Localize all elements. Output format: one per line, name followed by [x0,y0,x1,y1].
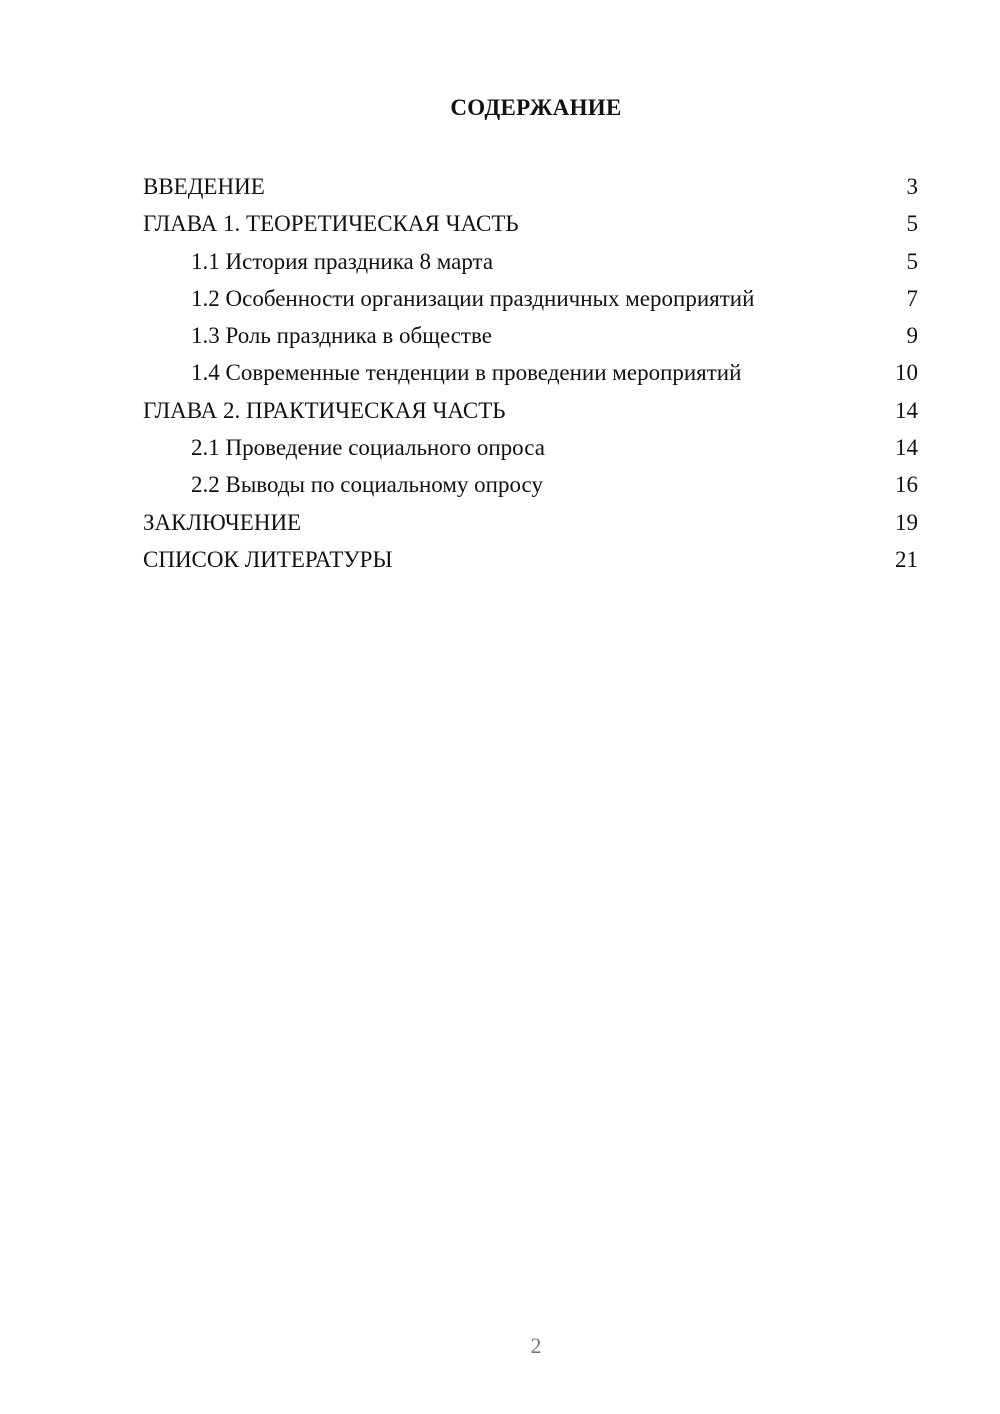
toc-entry-label: 2.1 Проведение социального опроса [191,435,545,461]
toc-entry [143,168,918,205]
toc-entry [143,392,918,429]
toc-subentry [143,354,918,391]
toc-entry-page: 16 [895,472,918,498]
toc-entry-label: СПИСОК ЛИТЕРАТУРЫ [143,546,393,572]
toc-entry-page: 14 [895,397,918,423]
toc-entry-page: 14 [895,435,918,461]
toc-subentry [143,243,918,280]
toc-entry-label: ГЛАВА 2. ПРАКТИЧЕСКАЯ ЧАСТЬ [143,397,506,423]
toc-entry [143,504,918,541]
toc-entry [143,541,918,578]
toc-entry-page: 19 [895,509,918,535]
toc-entry-label: ЗАКЛЮЧЕНИЕ [143,509,302,535]
toc-entry-label: 1.4 Современные тенденции в проведении мероприятий [191,360,742,386]
toc-entry-label: 1.1 История праздника 8 марта [191,248,494,274]
toc-entry-label: 2.2 Выводы по социальному опросу [191,472,543,498]
toc-subentry [143,317,918,354]
table-of-contents [143,168,918,578]
toc-entry-page: 21 [895,546,918,572]
toc-subentry [143,280,918,317]
toc-title: СОДЕРЖАНИЕ [450,95,622,120]
toc-subentry [143,429,918,466]
toc-entry-page: 5 [906,211,918,237]
toc-entry-page: 5 [906,248,918,274]
toc-entry-page: 3 [906,174,918,199]
toc-entry-label: 1.2 Особенности организации праздничных мероприятий [191,285,755,311]
toc-entry-label: ВВЕДЕНИЕ [143,174,265,199]
toc-entry-label: ГЛАВА 1. ТЕОРЕТИЧЕСКАЯ ЧАСТЬ [143,211,519,237]
toc-subentry [143,466,918,503]
toc-entry-page: 10 [895,360,918,386]
page-number: 2 [530,1333,542,1358]
toc-entry-label: 1.3 Роль праздника в обществе [191,323,492,349]
toc-entry-page: 7 [906,285,918,311]
toc-entry [143,205,918,242]
toc-entry-page: 9 [906,323,918,349]
